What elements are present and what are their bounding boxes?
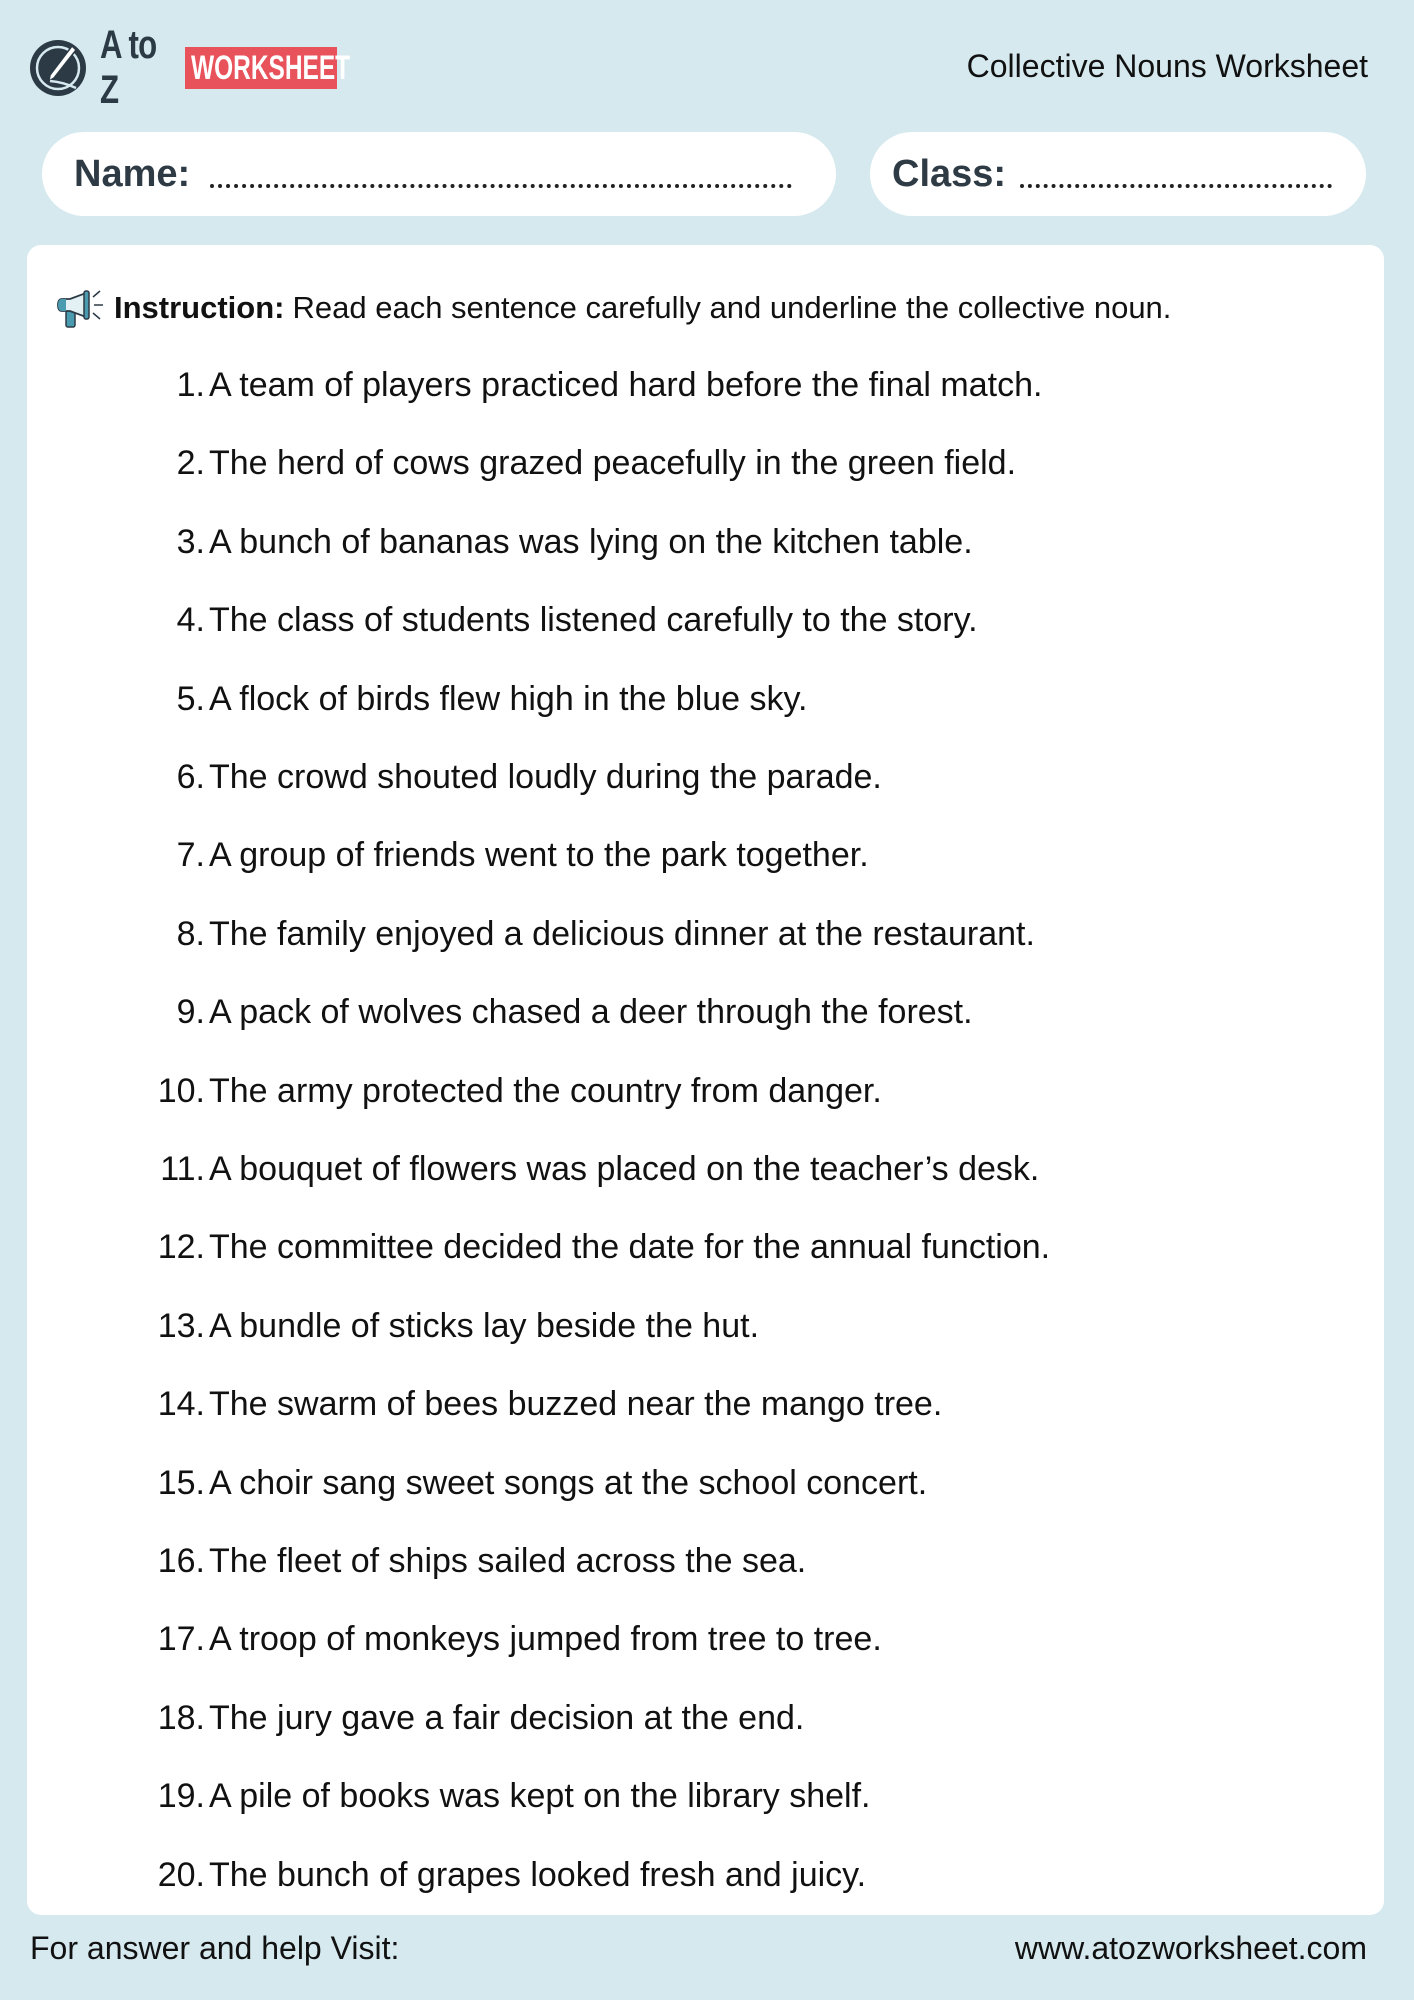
item-number: 12. [157, 1227, 205, 1266]
footer-help-text: For answer and help Visit: [30, 1930, 400, 1966]
item-text[interactable]: The family enjoyed a delicious dinner at the restaurant. [209, 914, 1035, 953]
instruction-label: Instruction: [114, 290, 285, 325]
item-number: 16. [157, 1541, 205, 1580]
item-number: 15. [157, 1463, 205, 1502]
list-item [0, 595, 978, 645]
item-text[interactable]: A troop of monkeys jumped from tree to tree. [209, 1619, 882, 1658]
item-number: 17. [157, 1619, 205, 1658]
megaphone-icon [56, 285, 106, 331]
item-text[interactable]: The bunch of grapes looked fresh and juicy. [209, 1855, 867, 1894]
item-number: 20. [157, 1855, 205, 1894]
item-text[interactable]: A pack of wolves chased a deer through the forest. [209, 992, 973, 1031]
pen-nib-circle-icon [28, 38, 88, 98]
item-number: 18. [157, 1698, 205, 1737]
item-number: 11. [160, 1149, 205, 1188]
list-item [0, 1614, 882, 1664]
list-item [0, 830, 869, 880]
item-number: 5. [176, 679, 205, 718]
name-label: Name: [74, 152, 191, 195]
list-item [0, 517, 973, 567]
item-text[interactable]: The herd of cows grazed peacefully in the green field. [209, 443, 1017, 482]
logo-text: A to Z [100, 23, 157, 112]
item-number: 8. [176, 914, 205, 953]
name-field[interactable] [42, 132, 836, 216]
item-text[interactable]: The jury gave a fair decision at the end. [209, 1698, 805, 1737]
list-item [0, 1536, 806, 1586]
list-item [0, 1771, 870, 1821]
class-blank-line[interactable] [1020, 184, 1332, 188]
item-number: 9. [176, 992, 205, 1031]
list-item [0, 1144, 1039, 1194]
item-text[interactable]: A team of players practiced hard before the final match. [209, 365, 1043, 404]
item-text[interactable]: The crowd shouted loudly during the parade. [209, 757, 882, 796]
item-number: 10. [157, 1071, 205, 1110]
list-item [0, 752, 882, 802]
list-item [0, 1222, 1050, 1272]
item-text[interactable]: The committee decided the date for the annual function. [209, 1227, 1051, 1266]
footer-website-link[interactable]: www.atozworksheet.com [1014, 1930, 1367, 1966]
item-text[interactable]: A bouquet of flowers was placed on the teacher’s desk. [209, 1149, 1040, 1188]
instruction [56, 285, 1171, 331]
logo-badge [185, 47, 351, 89]
list-item [0, 1066, 882, 1116]
item-number: 6. [176, 757, 205, 796]
item-number: 3. [176, 522, 205, 561]
list-item [0, 360, 1042, 410]
item-text[interactable]: A pile of books was kept on the library shelf. [209, 1776, 871, 1815]
class-field[interactable] [870, 132, 1366, 216]
list-item [0, 674, 807, 724]
item-number: 2. [176, 443, 205, 482]
item-number: 4. [176, 600, 205, 639]
list-item [0, 1693, 804, 1743]
item-number: 14. [157, 1384, 205, 1423]
item-text[interactable]: A flock of birds flew high in the blue sky. [209, 679, 808, 718]
list-item [0, 438, 1016, 488]
list-item [0, 1850, 866, 1900]
list-item [0, 987, 973, 1037]
item-number: 7. [176, 835, 205, 874]
list-item [0, 1379, 942, 1429]
item-text[interactable]: A bunch of bananas was lying on the kitchen table. [209, 522, 973, 561]
item-text[interactable]: The army protected the country from danger. [209, 1071, 882, 1110]
name-blank-line[interactable] [210, 184, 792, 188]
instruction-text: Read each sentence carefully and underline the collective noun. [292, 290, 1172, 325]
worksheet-title: Collective Nouns Worksheet [966, 48, 1368, 84]
item-number: 19. [157, 1776, 205, 1815]
logo-badge-text: WORKSHEET [191, 49, 351, 87]
item-text[interactable]: The fleet of ships sailed across the sea. [209, 1541, 807, 1580]
list-item [0, 1301, 759, 1351]
item-text[interactable]: The class of students listened carefully to the story. [209, 600, 978, 639]
item-text[interactable]: A choir sang sweet songs at the school concert. [209, 1463, 928, 1502]
list-item [0, 1458, 927, 1508]
item-text[interactable]: A bundle of sticks lay beside the hut. [209, 1306, 760, 1345]
item-number: 1. [176, 365, 205, 404]
class-label: Class: [892, 152, 1007, 195]
item-text[interactable]: A group of friends went to the park together. [209, 835, 869, 874]
item-text[interactable]: The swarm of bees buzzed near the mango tree. [209, 1384, 943, 1423]
item-number: 13. [157, 1306, 205, 1345]
list-item [0, 909, 1035, 959]
site-logo [28, 23, 351, 112]
